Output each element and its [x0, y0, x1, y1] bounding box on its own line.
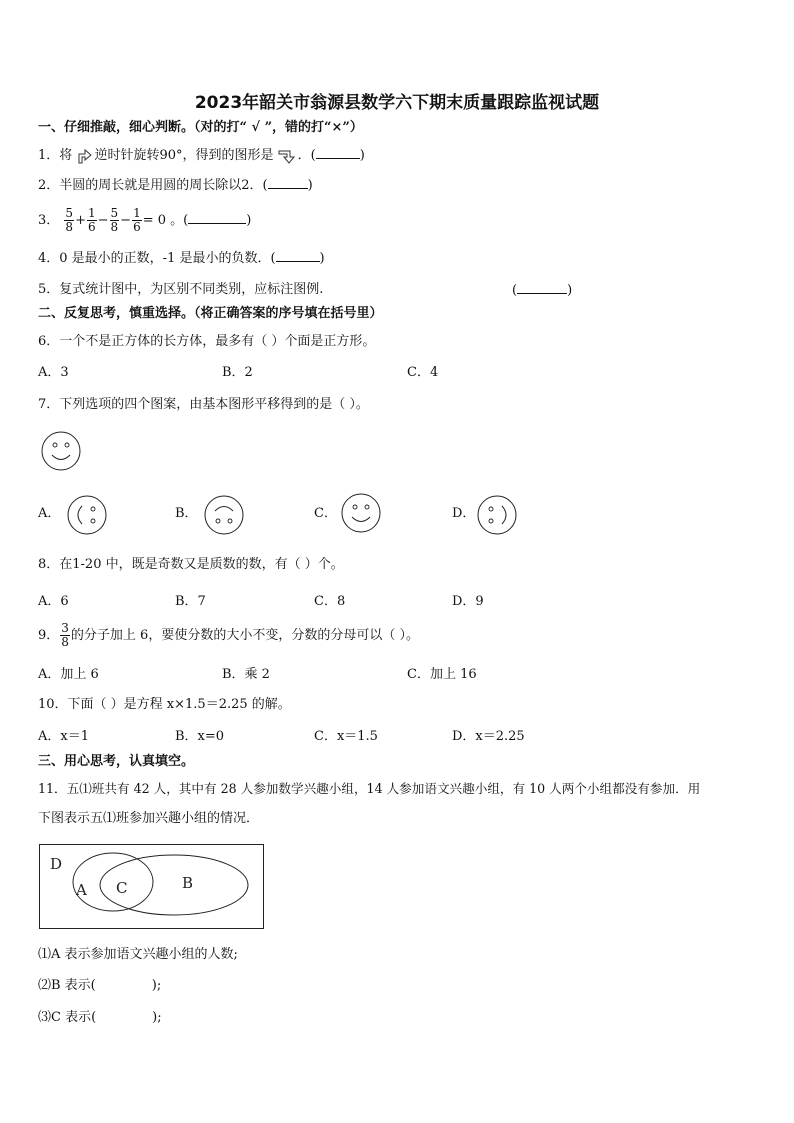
question-11-line-2: 下图表示五⑴班参加兴趣小组的情况．: [38, 811, 260, 826]
q10-option-c[interactable]: C．x＝1.5: [314, 729, 378, 744]
venn-label-d: D: [50, 855, 63, 873]
q6-option-a[interactable]: A．3: [38, 365, 69, 380]
q9-option-b[interactable]: B．乘 2: [222, 667, 270, 682]
q7-option-b[interactable]: B．: [175, 506, 198, 521]
q11-subquestion-1: ⑴A 表示参加语文兴趣小组的人数;: [38, 947, 238, 962]
q11-sub3-text: ⑶C 表示(: [38, 1010, 97, 1025]
smiley-translated-figure[interactable]: [340, 492, 382, 534]
q8-option-d[interactable]: D．9: [452, 594, 484, 609]
q1-answer-blank[interactable]: [316, 146, 360, 159]
question-10: 10．下面（ ）是方程 x×1.5＝2.25 的解。: [38, 697, 291, 712]
q3-fraction-2: $\frac{1}{6}$: [87, 206, 96, 234]
question-5: [38, 281, 323, 299]
q11-sub3-end: );: [152, 1010, 162, 1025]
q8-option-a[interactable]: A．6: [38, 594, 69, 609]
q3-op-1: +: [75, 213, 86, 228]
q3-op-3: −: [120, 213, 132, 228]
q1-text-d: ): [359, 148, 365, 163]
q4-text: 4．0 是最小的正数，-1 是最小的负数．(: [38, 251, 276, 266]
q11-sub2-end: );: [151, 978, 162, 993]
venn-label-a: A: [76, 881, 87, 899]
q4-end: ): [319, 251, 325, 266]
q1-number: 1．: [38, 148, 60, 163]
page-title: 2023年韶关市翁源县数学六下期末质量跟踪监视试题: [194, 93, 600, 113]
question-8: 8．在1-20 中，既是奇数又是质数的数，有（ ）个。: [38, 557, 344, 572]
smiley-rotated-left-figure[interactable]: [66, 494, 108, 536]
turn-arrow-icon: [76, 148, 94, 164]
q9-option-a[interactable]: A．加上 6: [38, 667, 99, 682]
q3-end: ): [246, 213, 252, 228]
q8-option-c[interactable]: C．8: [314, 594, 346, 609]
q3-op-2: −: [97, 213, 109, 228]
question-1: [38, 146, 365, 165]
q10-option-d[interactable]: D．x＝2.25: [452, 729, 525, 744]
q2-answer-blank[interactable]: [268, 176, 308, 189]
q2-end: ): [307, 178, 313, 193]
q3-fraction-4: $\frac{1}{6}$: [133, 206, 141, 234]
venn-diagram: [39, 844, 265, 930]
q10-option-a[interactable]: A．x＝1: [38, 729, 89, 744]
question-9: [38, 621, 419, 651]
q1-text-c: ．(: [297, 148, 316, 163]
q4-answer-blank[interactable]: [276, 249, 320, 262]
q3-fraction-3: $\frac{5}{8}$: [110, 206, 119, 234]
q1-text-a: 将: [59, 148, 73, 163]
question-11-line-1: 11．五⑴班共有 42 人，其中有 28 人参加数学兴趣小组，14 人参加语文兴趣小组，有 10 人两个小组都没有参加．用: [38, 781, 701, 796]
section3-heading: 三、用心思考，认真填空。: [38, 754, 195, 769]
q6-option-c[interactable]: C．4: [407, 365, 439, 380]
q5-paren-close: ): [567, 283, 573, 298]
q5-paren-open: (: [512, 283, 518, 298]
q9-option-c[interactable]: C．加上 16: [407, 667, 477, 682]
q9-number: 9．: [38, 628, 60, 643]
q7-option-c[interactable]: C．: [314, 506, 337, 521]
section1-heading: 一、仔细推敲，细心判断。（对的打“ √ ”，错的打“×”）: [38, 120, 363, 135]
q3-answer-blank[interactable]: [188, 211, 246, 224]
q11-subquestion-3: [38, 1009, 162, 1027]
q5-answer-paren: [512, 281, 572, 300]
rotated-arrow-icon: [278, 148, 298, 164]
question-2: [38, 176, 313, 195]
q3-tail: = 0 。(: [142, 213, 189, 228]
venn-label-c: C: [116, 879, 128, 897]
q3-fraction-1: $\frac{5}{8}$: [65, 206, 74, 234]
venn-label-b: B: [182, 874, 194, 892]
q5-text: 5．复式统计图中，为区别不同类别，应标注图例.: [38, 282, 324, 297]
q8-option-b[interactable]: B．7: [175, 594, 206, 609]
q10-option-b[interactable]: B．x=0: [175, 729, 225, 744]
q9-text: 的分子加上 6，要使分数的大小不变，分数的分母可以（ ）。: [70, 628, 419, 643]
q11-sub2-text: ⑵B 表示(: [38, 978, 96, 993]
q11-subquestion-2: [38, 977, 161, 995]
question-4: [38, 249, 325, 268]
q9-fraction: $\frac{3}{8}$: [61, 621, 69, 649]
q6-option-b[interactable]: B．2: [222, 365, 253, 380]
question-3: [38, 206, 251, 236]
q3-number: 3．: [38, 213, 60, 228]
q1-text-b: 逆时针旋转90°，得到的图形是: [94, 148, 274, 163]
q7-option-d[interactable]: D．: [452, 506, 476, 521]
base-smiley-figure: [40, 430, 82, 472]
q2-text: 2．半圆的周长就是用圆的周长除以2．(: [38, 178, 268, 193]
q7-option-a[interactable]: A．: [38, 506, 61, 521]
section2-heading: 二、反复思考，慎重选择。（将正确答案的序号填在括号里）: [38, 306, 383, 321]
question-7: 7．下列选项的四个图案，由基本图形平移得到的是（ ）。: [38, 397, 369, 412]
q5-answer-blank[interactable]: [517, 281, 567, 294]
smiley-rotated-right-figure[interactable]: [476, 494, 518, 536]
smiley-upside-down-figure[interactable]: [203, 494, 245, 536]
question-6: 6．一个不是正方体的长方体，最多有（ ）个面是正方形。: [38, 334, 376, 349]
